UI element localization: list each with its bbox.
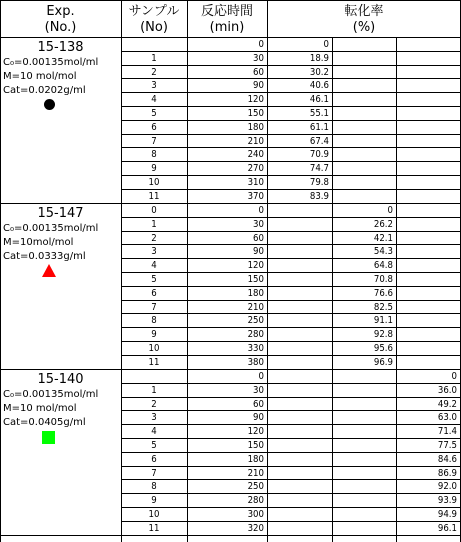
reaction-time: 90 — [253, 246, 264, 258]
header-exp: Exp. — [46, 4, 75, 19]
reaction-time: 240 — [247, 149, 264, 161]
reaction-time: 210 — [247, 467, 264, 479]
marker-square-icon — [42, 431, 55, 444]
conversion-value: 96.9 — [373, 356, 393, 368]
reaction-time: 0 — [258, 205, 264, 216]
sample-number: 1 — [151, 218, 157, 230]
grid-line — [0, 535, 461, 536]
conversion-value: 55.1 — [309, 108, 329, 119]
conversion-value: 91.1 — [373, 315, 393, 327]
conversion-value: 0 — [387, 205, 393, 216]
grid-line — [0, 0, 461, 1]
conversion-value: 63.0 — [437, 412, 457, 424]
sample-number: 11 — [148, 190, 160, 202]
grid-line — [0, 203, 461, 204]
reaction-time: 180 — [247, 121, 264, 133]
grid-line — [121, 452, 461, 453]
experiment-number: 15-138 — [37, 40, 84, 55]
sample-number: 3 — [151, 80, 157, 92]
conversion-value: 26.2 — [373, 218, 393, 230]
condition-text: M=10 mol/mol — [3, 403, 77, 414]
condition-text: Cat=0.0202g/ml — [3, 85, 86, 96]
conversion-value: 0 — [323, 39, 329, 50]
conversion-value: 83.9 — [309, 190, 329, 202]
reaction-time: 320 — [247, 522, 264, 534]
grid-line — [121, 92, 461, 93]
grid-line — [121, 300, 461, 301]
sample-number: 6 — [151, 287, 157, 299]
grid-line — [121, 466, 461, 467]
sample-number: 2 — [151, 232, 157, 244]
condition-text: C₀=0.00135mol/ml — [3, 223, 99, 234]
grid-line — [121, 161, 461, 162]
reaction-time: 380 — [247, 356, 264, 368]
experiment-number: 15-147 — [37, 206, 84, 221]
reaction-time: 120 — [247, 426, 264, 438]
sample-number: 11 — [148, 356, 160, 368]
reaction-time: 280 — [247, 495, 264, 507]
conversion-value: 64.8 — [373, 260, 393, 272]
grid-line — [121, 51, 461, 52]
grid-line — [121, 272, 461, 273]
condition-text: C₀=0.00135mol/ml — [3, 389, 99, 400]
grid-line — [121, 397, 461, 398]
conversion-value: 46.1 — [309, 94, 329, 106]
grid-line — [121, 231, 461, 232]
grid-line — [121, 147, 461, 148]
conversion-value: 30.2 — [309, 66, 329, 78]
conversion-value: 86.9 — [437, 467, 457, 479]
conversion-value: 93.9 — [437, 495, 457, 507]
reaction-time: 270 — [247, 163, 264, 175]
grid-line — [121, 521, 461, 522]
condition-text: C₀=0.00135mol/ml — [3, 57, 99, 68]
reaction-time: 150 — [247, 108, 264, 119]
header-conversion-sub: (%) — [352, 20, 376, 35]
reaction-time: 180 — [247, 453, 264, 465]
header-time: 反応時間 — [200, 4, 253, 19]
conversion-value: 61.1 — [309, 121, 329, 133]
reaction-time: 30 — [253, 384, 264, 396]
reaction-time: 90 — [253, 412, 264, 424]
conversion-value: 92.0 — [437, 481, 457, 493]
grid-line — [121, 65, 461, 66]
conversion-value: 76.6 — [373, 287, 393, 299]
grid-line — [121, 106, 461, 107]
experiment-number: 15-140 — [37, 372, 84, 387]
conversion-value: 95.6 — [373, 343, 393, 354]
header-time-sub: (min) — [209, 20, 245, 35]
reaction-time: 210 — [247, 301, 264, 313]
header-exp-sub: (No.) — [44, 20, 77, 35]
sample-number: 4 — [151, 426, 157, 438]
condition-text: M=10 mol/mol — [3, 71, 77, 82]
sample-number: 2 — [151, 66, 157, 78]
grid-line — [121, 438, 461, 439]
sample-number: 5 — [151, 108, 157, 119]
sample-number: 4 — [151, 260, 157, 272]
sample-number: 5 — [151, 440, 157, 451]
sample-number: 2 — [151, 398, 157, 410]
grid-line — [121, 327, 461, 328]
grid-line — [121, 120, 461, 121]
grid-line — [121, 0, 122, 542]
sample-number: 8 — [151, 149, 157, 161]
sample-number: 3 — [151, 412, 157, 424]
reaction-time: 60 — [253, 398, 264, 410]
reaction-time: 30 — [253, 52, 264, 64]
sample-number: 9 — [151, 495, 157, 507]
grid-line — [121, 341, 461, 342]
conversion-value: 82.5 — [373, 301, 393, 313]
conversion-value: 18.9 — [309, 52, 329, 64]
grid-line — [187, 0, 188, 542]
condition-text: M=10mol/mol — [3, 237, 74, 248]
grid-line — [396, 37, 397, 542]
grid-line — [121, 78, 461, 79]
condition-text: Cat=0.0333g/ml — [3, 251, 86, 262]
sample-number: 0 — [151, 205, 157, 216]
grid-line — [267, 0, 268, 542]
sample-number: 9 — [151, 329, 157, 341]
grid-line — [0, 369, 461, 370]
grid-line — [121, 424, 461, 425]
conversion-value: 0 — [451, 371, 457, 382]
reaction-time: 180 — [247, 287, 264, 299]
conversion-value: 84.6 — [437, 453, 457, 465]
header-sample-sub: (No) — [140, 20, 168, 35]
grid-line — [121, 355, 461, 356]
reaction-time: 120 — [247, 260, 264, 272]
conversion-value: 70.8 — [373, 274, 393, 285]
conversion-value: 40.6 — [309, 80, 329, 92]
conversion-value: 92.8 — [373, 329, 393, 341]
grid-line — [121, 313, 461, 314]
grid-line — [121, 244, 461, 245]
conversion-value: 71.4 — [437, 426, 457, 438]
sample-number: 9 — [151, 163, 157, 175]
condition-text: Cat=0.0405g/ml — [3, 417, 86, 428]
grid-line — [121, 175, 461, 176]
conversion-value: 77.5 — [437, 440, 457, 451]
grid-line — [332, 37, 333, 542]
reaction-time: 370 — [247, 190, 264, 202]
sample-number: 6 — [151, 121, 157, 133]
reaction-time: 150 — [247, 440, 264, 451]
reaction-time: 280 — [247, 329, 264, 341]
grid-line — [121, 286, 461, 287]
reaction-time: 310 — [247, 177, 264, 188]
reaction-time: 90 — [253, 80, 264, 92]
reaction-time: 150 — [247, 274, 264, 285]
conversion-value: 94.9 — [437, 509, 457, 520]
reaction-time: 60 — [253, 232, 264, 244]
grid-line — [121, 493, 461, 494]
sample-number: 10 — [148, 343, 160, 354]
reaction-time: 120 — [247, 94, 264, 106]
header-conversion: 転化率 — [344, 4, 384, 19]
reaction-time: 330 — [247, 343, 264, 354]
conversion-value: 67.4 — [309, 135, 329, 147]
sample-number: 7 — [151, 301, 157, 313]
grid-line — [0, 37, 461, 38]
reaction-time: 60 — [253, 66, 264, 78]
conversion-value: 42.1 — [373, 232, 393, 244]
grid-line — [121, 383, 461, 384]
sample-number: 8 — [151, 481, 157, 493]
sample-number: 10 — [148, 509, 160, 520]
sample-number: 11 — [148, 522, 160, 534]
grid-line — [121, 507, 461, 508]
conversion-value: 74.7 — [309, 163, 329, 175]
marker-circle-icon — [44, 99, 55, 110]
conversion-value: 70.9 — [309, 149, 329, 161]
reaction-time: 0 — [258, 39, 264, 50]
sample-number: 7 — [151, 135, 157, 147]
sample-number: 1 — [151, 384, 157, 396]
marker-triangle-icon — [42, 264, 56, 277]
grid-line — [121, 189, 461, 190]
reaction-time: 250 — [247, 315, 264, 327]
grid-line — [121, 217, 461, 218]
conversion-value: 96.1 — [437, 522, 457, 534]
reaction-time: 30 — [253, 218, 264, 230]
sample-number: 5 — [151, 274, 157, 285]
reaction-time: 250 — [247, 481, 264, 493]
grid-line — [121, 410, 461, 411]
sample-number: 3 — [151, 246, 157, 258]
header-sample: サンプル — [128, 4, 180, 19]
grid-line — [121, 134, 461, 135]
sample-number: 1 — [151, 52, 157, 64]
conversion-value: 36.0 — [437, 384, 457, 396]
reaction-time: 300 — [247, 509, 264, 520]
sample-number: 7 — [151, 467, 157, 479]
grid-line — [0, 0, 1, 542]
conversion-value: 49.2 — [437, 398, 457, 410]
grid-line — [121, 258, 461, 259]
reaction-time: 0 — [258, 371, 264, 382]
conversion-value: 54.3 — [373, 246, 393, 258]
reaction-time: 210 — [247, 135, 264, 147]
grid-line — [121, 479, 461, 480]
sample-number: 6 — [151, 453, 157, 465]
sample-number: 8 — [151, 315, 157, 327]
sample-number: 10 — [148, 177, 160, 188]
conversion-value: 79.8 — [309, 177, 329, 188]
sample-number: 4 — [151, 94, 157, 106]
